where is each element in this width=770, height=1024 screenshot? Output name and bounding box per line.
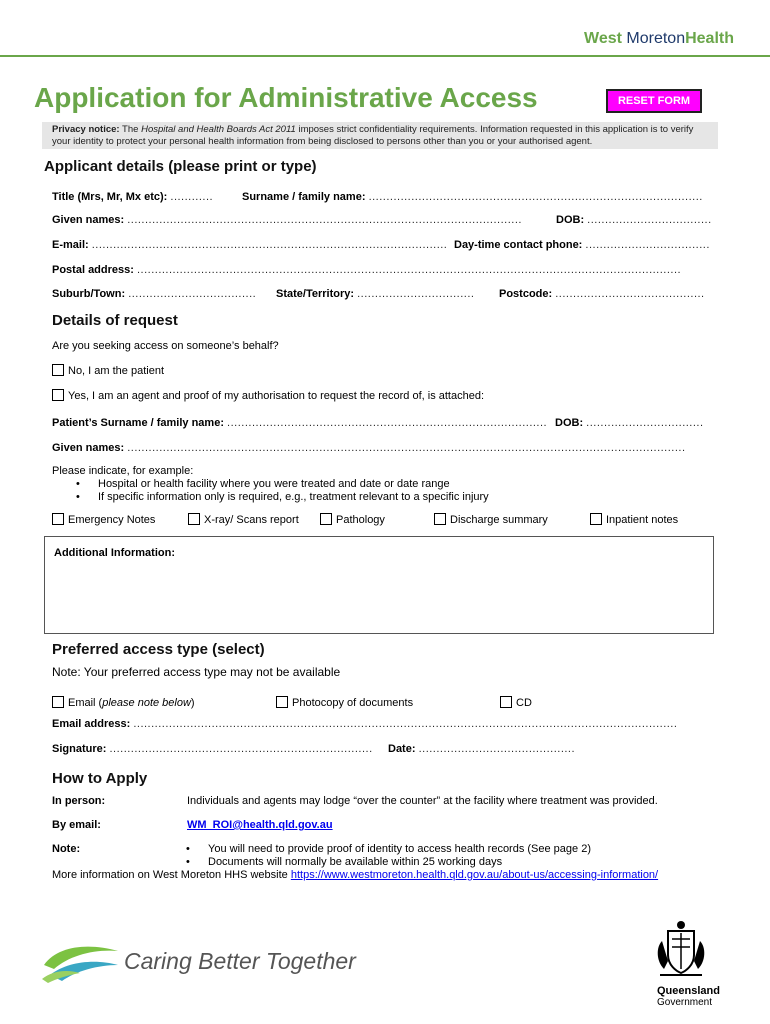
date-field[interactable]: Date: ............................................: [388, 743, 576, 755]
patient-dob-field[interactable]: DOB: .................................: [555, 417, 704, 429]
checkbox-emergency-notes[interactable]: Emergency Notes: [52, 513, 155, 526]
queensland-label: Queensland: [657, 985, 720, 997]
option-yes-agent[interactable]: Yes, I am an agent and proof of my authorisation to request the record of, is attached:: [52, 389, 484, 402]
checkbox[interactable]: [500, 696, 512, 708]
email-field[interactable]: E-mail: ....................................................................................................: [52, 239, 448, 251]
list-item: • You will need to provide proof of identity to access health records (See page 2): [162, 843, 722, 856]
access-heading: Preferred access type (select): [52, 641, 265, 658]
patient-given-names-field[interactable]: Given names: .............................................................................................................................................................: [52, 442, 686, 454]
additional-information-box[interactable]: [44, 536, 714, 634]
more-info: More information on West Moreton HHS website https://www.westmoreton.health.qld.gov.au/about-us/accessing-information/: [52, 869, 659, 881]
dob-field[interactable]: DOB: ...................................: [556, 214, 712, 226]
title-field[interactable]: Title (Mrs, Mr, Mx etc): ............: [52, 191, 214, 203]
access-note: Note: Your preferred access type may not be available: [52, 665, 341, 679]
government-label: Government: [657, 997, 713, 1008]
in-person-text: Individuals and agents may lodge “over the counter” at the facility where treatment was provided.: [187, 795, 658, 807]
page-title: Application for Administrative Access: [34, 82, 538, 113]
more-info-link[interactable]: https://www.westmoreton.health.qld.gov.au/about-us/accessing-information/: [290, 869, 659, 881]
checkbox[interactable]: [52, 696, 64, 708]
surname-field[interactable]: Surname / family name: ..............................................................................................: [242, 191, 703, 203]
privacy-notice: Privacy notice: The Hospital and Health Boards Act 2011 imposes strict confidentiality requirements. Information requested in this application is to verify your identity to protect your personal health information from being disclosed to persons other than you or your authorised agent.: [42, 122, 718, 149]
checkbox-xray-scans[interactable]: X-ray/ Scans report: [188, 513, 299, 526]
indicate-text: Please indicate, for example:: [52, 465, 194, 477]
checkbox[interactable]: [434, 513, 446, 525]
checkbox[interactable]: [52, 364, 64, 376]
given-names-field[interactable]: Given names: ...............................................................................................................: [52, 214, 522, 226]
slogan: Caring Better Together: [124, 948, 356, 974]
note-list: [162, 843, 722, 869]
list-item: • Hospital or health facility where you were treated and date or date range: [52, 478, 672, 491]
state-field[interactable]: State/Territory: .................................: [276, 288, 475, 300]
how-to-apply-heading: How to Apply: [52, 770, 148, 787]
header-rule: [0, 55, 770, 57]
queensland-crest-icon: [648, 917, 714, 983]
list-item: • Documents will normally be available within 25 working days: [162, 856, 722, 869]
additional-information-label: Additional Information:: [54, 547, 175, 559]
checkbox-pathology[interactable]: Pathology: [320, 513, 385, 526]
reset-form-button[interactable]: RESET FORM: [606, 89, 702, 113]
postcode-field[interactable]: Postcode: ..........................................: [499, 288, 705, 300]
postal-address-field[interactable]: Postal address: .........................................................................................................................................................: [52, 264, 682, 276]
phone-field[interactable]: Day-time contact phone: ...................................: [454, 239, 710, 251]
roi-email-link[interactable]: WM_ROI@health.qld.gov.au: [187, 819, 333, 831]
list-item: • If specific information only is required, e.g., treatment relevant to a specific injury: [52, 491, 672, 504]
option-no-patient[interactable]: No, I am the patient: [52, 364, 164, 377]
checkbox[interactable]: [188, 513, 200, 525]
west-moreton-health-logo: West MoretonHealth: [584, 30, 734, 47]
email-address-field[interactable]: Email address: .........................................................................................................................................................: [52, 718, 678, 730]
request-heading: Details of request: [52, 312, 178, 329]
access-option-email[interactable]: Email (please note below): [52, 696, 195, 709]
applicant-heading: Applicant details (please print or type): [44, 158, 317, 175]
access-option-cd[interactable]: CD: [500, 696, 532, 709]
indicate-list: [52, 478, 672, 504]
suburb-field[interactable]: Suburb/Town: ....................................: [52, 288, 257, 300]
checkbox-inpatient-notes[interactable]: Inpatient notes: [590, 513, 678, 526]
checkbox[interactable]: [276, 696, 288, 708]
note-label: Note:: [52, 843, 81, 855]
checkbox[interactable]: [52, 513, 64, 525]
access-option-photocopy[interactable]: Photocopy of documents: [276, 696, 413, 709]
hands-logo-icon: [40, 935, 122, 985]
checkbox[interactable]: [320, 513, 332, 525]
checkbox[interactable]: [52, 389, 64, 401]
patient-surname-field[interactable]: Patient’s Surname / family name: ..........................................................................................: [52, 417, 548, 429]
behalf-question: Are you seeking access on someone’s behalf?: [52, 340, 279, 352]
signature-field[interactable]: Signature: ..........................................................................: [52, 743, 373, 755]
in-person-label: In person:: [52, 795, 106, 807]
checkbox-discharge-summary[interactable]: Discharge summary: [434, 513, 548, 526]
checkbox[interactable]: [590, 513, 602, 525]
by-email-label: By email:: [52, 819, 101, 831]
